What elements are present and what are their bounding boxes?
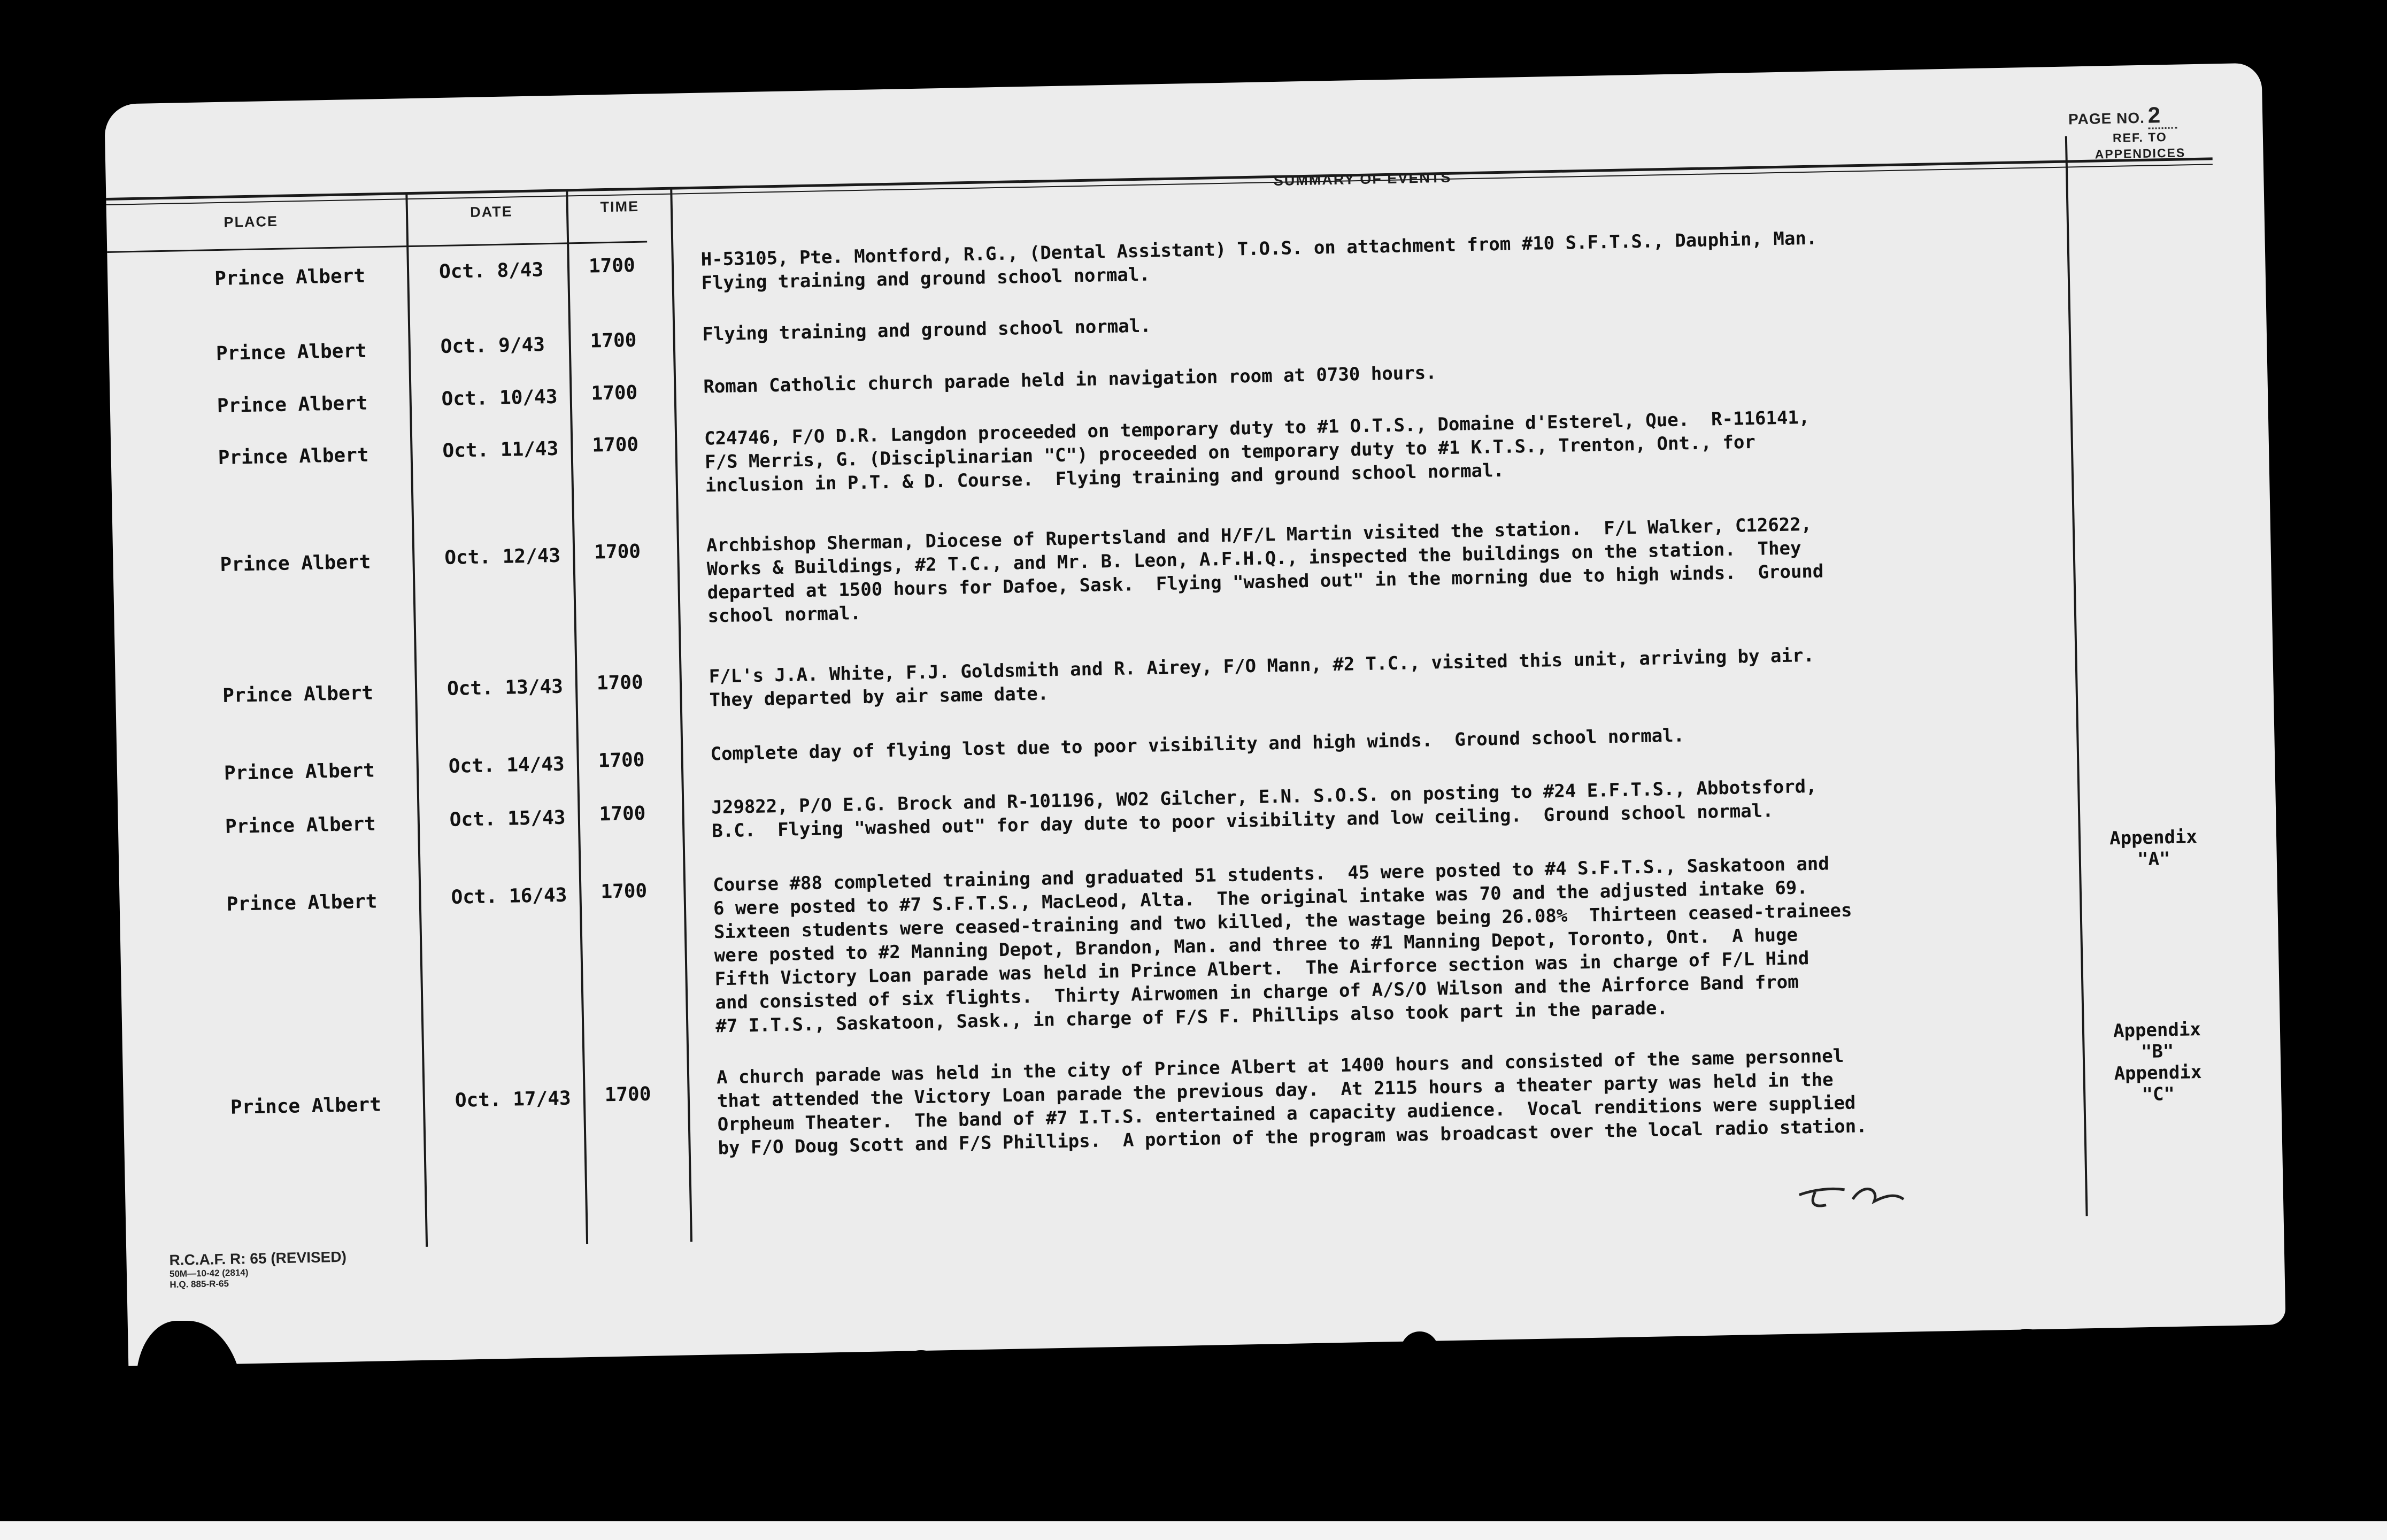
diary-form-sheet bbox=[104, 63, 2286, 1366]
entry-time: 1700 bbox=[604, 1083, 651, 1106]
entry-date: Oct. 15/43 bbox=[449, 806, 566, 831]
entry-summary: H-53105, Pte. Montford, R.G., (Dental Assistant) T.O.S. on attachment from #10 S.F.T.S., Dauphin, Man. Flying training and ground school normal. bbox=[700, 227, 1818, 294]
page-number-value: 2 bbox=[2147, 102, 2177, 129]
form-identifier bbox=[169, 1249, 347, 1290]
column-divider-date bbox=[566, 190, 588, 1244]
entry-place: Prince Albert bbox=[226, 890, 378, 915]
entry-place: Prince Albert bbox=[225, 813, 376, 838]
punch-hole bbox=[1454, 1342, 1479, 1366]
entry-place: Prince Albert bbox=[218, 444, 369, 469]
entry-summary: C24746, F/O D.R. Langdon proceeded on temporary duty to #1 O.T.S., Domaine d'Esterel, Que. R-116141, F/S Merris, G. (Disciplinarian "C") proceeded on temporary duty to #1 K.T.S., Trenton, Ont., for inclusion in P.T. & D. Course. Flying training and ground school normal. bbox=[704, 406, 1810, 497]
entry-time: 1700 bbox=[596, 671, 644, 695]
form-number: R.C.A.F. R: 65 (REVISED) bbox=[169, 1248, 347, 1269]
header-date: DATE bbox=[469, 203, 513, 220]
column-divider-summary bbox=[2065, 136, 2088, 1216]
header-bottom-rule bbox=[107, 241, 647, 253]
entry-place: Prince Albert bbox=[220, 551, 371, 576]
entry-date: Oct. 11/43 bbox=[442, 437, 559, 462]
entry-time: 1700 bbox=[591, 381, 638, 405]
entry-summary: F/L's J.A. White, F.J. Goldsmith and R. Airey, F/O Mann, #2 T.C., visited this unit, arriving by air. They departed by air same date. bbox=[709, 644, 1815, 711]
entry-date: Oct. 9/43 bbox=[440, 334, 545, 358]
entry-place: Prince Albert bbox=[215, 340, 367, 365]
entry-summary: Complete day of flying lost due to poor visibility and high winds. Ground school normal. bbox=[710, 725, 1685, 765]
entry-date: Oct. 13/43 bbox=[446, 675, 564, 700]
header-time: TIME bbox=[600, 198, 640, 215]
initials-signature bbox=[1793, 1176, 1912, 1216]
punch-hole bbox=[2101, 1350, 2126, 1358]
page-number-label: PAGE NO. bbox=[2068, 109, 2145, 128]
entry-date: Oct. 16/43 bbox=[451, 884, 567, 908]
entry-summary: Course #88 completed training and graduated 51 students. 45 were posted to #4 S.F.T.S., Saskatoon and 6 were posted to #7 S.F.T.S., MacLeod, Alta. The original intake was 70 and the adjusted intake 69. Sixteen students were ceased-training and two killed, the wastage being 26.08% Thirteen ceased-trainees were posted to #2 Manning Depot, Brandon, Man. and three to #1 Manning Depot, Toronto, Ont. A huge Fifth Victory Loan parade was held in Prince Albert. The Airforce section was in charge of F/L Hind and consisted of six flights. Thirty Airwomen in charge of A/S/O Wilson and the Airforce Band from #7 I.T.S., Saskatoon, Sask., in charge of F/S F. Phillips also took part in the parade. bbox=[712, 853, 1852, 1037]
entry-time: 1700 bbox=[590, 329, 637, 352]
entry-time: 1700 bbox=[592, 433, 639, 457]
header-ref-appendices: REF. TO APPENDICES bbox=[2095, 129, 2186, 161]
entry-summary: J29822, P/O E.G. Brock and R-101196, WO2 Gilcher, E.N. S.O.S. on posting to #24 E.F.T.S., Abbotsford, B.C. Flying "washed out" for day dute to poor visibility and low ceiling. Ground school normal. bbox=[711, 775, 1817, 842]
punch-hole bbox=[2005, 1329, 2048, 1369]
entry-summary: Roman Catholic church parade held in navigation room at 0730 hours. bbox=[703, 362, 1437, 398]
entry-place: Prince Albert bbox=[230, 1094, 382, 1119]
entry-summary: A church parade was held in the city of Prince Albert at 1400 hours and consisted of the same personnel that attended the Victory Loan parade the previous day. At 2115 hours a theater party was held in the Orpheum Theater. The band of #7 I.T.S. entertained a capacity audience. Vocal renditions were supplied by F/O Doug Scott and F/S Phillips. A portion of the program was broadcast over the local radio station. bbox=[716, 1045, 1868, 1159]
punch-hole bbox=[1401, 1331, 1438, 1369]
punch-hole bbox=[369, 1374, 406, 1417]
entry-date: Oct. 14/43 bbox=[448, 753, 565, 777]
entry-time: 1700 bbox=[594, 540, 641, 564]
punch-hole bbox=[925, 1369, 957, 1398]
column-divider-place bbox=[405, 194, 428, 1247]
bottom-border bbox=[0, 1521, 2387, 1540]
entry-summary: Archbishop Sherman, Diocese of Rupertsland and H/F/L Martin visited the station. F/L Walker, C12622, Works & Buildings, #2 T.C., and Mr. B. Leon, A.F.H.Q., inspected the buildings on the station. They departed at 1500 hours for Dafoe, Sask. Flying "washed out" in the morning due to high winds. Ground school normal. bbox=[706, 513, 1824, 627]
entry-appendix-ref: Appendix "B" Appendix "C" bbox=[2113, 1019, 2202, 1106]
entry-date: Oct. 8/43 bbox=[438, 259, 544, 283]
entry-place: Prince Albert bbox=[214, 265, 366, 290]
entry-date: Oct. 12/43 bbox=[444, 544, 561, 569]
entry-time: 1700 bbox=[600, 880, 648, 903]
entry-summary: Flying training and ground school normal. bbox=[702, 315, 1151, 345]
entry-appendix-ref: Appendix "A" bbox=[2109, 826, 2198, 871]
entry-time: 1700 bbox=[598, 749, 645, 772]
form-hq-code: H.Q. 885-R-65 bbox=[170, 1278, 229, 1290]
entry-place: Prince Albert bbox=[224, 759, 375, 784]
column-divider-time bbox=[670, 189, 692, 1242]
header-place: PLACE bbox=[224, 213, 279, 230]
entry-place: Prince Albert bbox=[222, 682, 374, 707]
page-number bbox=[2068, 102, 2177, 130]
entry-date: Oct. 17/43 bbox=[455, 1087, 571, 1112]
form-print-run: 50M—10-42 (2814) bbox=[169, 1267, 249, 1280]
entry-time: 1700 bbox=[599, 802, 646, 826]
entry-place: Prince Albert bbox=[217, 392, 368, 418]
entry-date: Oct. 10/43 bbox=[441, 386, 558, 410]
header-summary: SUMMARY OF EVENTS bbox=[1273, 169, 1452, 189]
entry-time: 1700 bbox=[588, 255, 636, 278]
